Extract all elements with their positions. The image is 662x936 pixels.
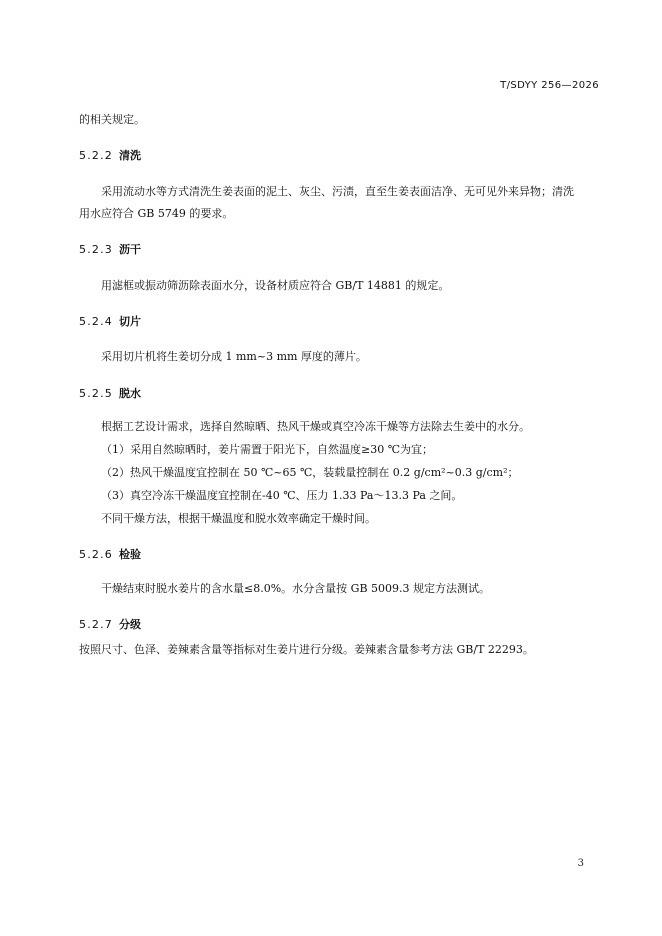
paragraph-line: 根据工艺设计需求，选择自然晾晒、热风干燥或真空冷冻干燥等方法除去生姜中的水分。 <box>101 420 530 433</box>
section-title: 检验 <box>119 548 141 561</box>
paragraph-line: 采用流动水等方式清洗生姜表面的泥土、灰尘、污渍，直至生姜表面洁净、无可见外来异物；清洗 <box>101 185 574 198</box>
section-heading-5-2-4 <box>79 314 141 330</box>
section-heading-5-2-3 <box>79 242 141 258</box>
section-heading-5-2-5 <box>79 386 141 402</box>
paragraph-line: 用滤框或振动筛沥除表面水分，设备材质应符合 GB/T 14881 的规定。 <box>101 279 450 292</box>
paragraph-line: 干燥结束时脱水姜片的含水量≤8.0%。水分含量按 GB 5009.3 规定方法测试。 <box>101 582 491 595</box>
document-code-header: T/SDYY 256—2026 <box>500 80 599 91</box>
section-number: 5.2.2 <box>79 149 113 162</box>
section-number: 5.2.6 <box>79 548 113 561</box>
section-heading-5-2-2 <box>79 148 141 164</box>
section-title: 切片 <box>119 315 141 328</box>
continuation-text: 的相关规定。 <box>79 113 145 126</box>
paragraph-line: 按照尺寸、色泽、姜辣素含量等指标对生姜片进行分级。姜辣素含量参考方法 GB/T 22293。 <box>79 643 534 656</box>
list-item: （1）采用自然晾晒时，姜片需置于阳光下，自然温度≥30 ℃为宜； <box>101 443 434 456</box>
list-item: （2）热风干燥温度宜控制在 50 ℃~65 ℃，装载量控制在 0.2 g/cm²~0.3 g/cm²； <box>101 466 519 479</box>
paragraph-line: 用水应符合 GB 5749 的要求。 <box>79 207 234 220</box>
section-number: 5.2.7 <box>79 618 113 631</box>
section-title: 分级 <box>119 618 141 631</box>
section-number: 5.2.3 <box>79 243 113 256</box>
list-item: （3）真空冷冻干燥温度宜控制在-40 ℃、压力 1.33 Pa～13.3 Pa 之间。 <box>101 489 463 502</box>
section-title: 沥干 <box>119 243 141 256</box>
section-heading-5-2-6 <box>79 547 141 563</box>
paragraph-line: 不同干燥方法，根据干燥温度和脱水效率确定干燥时间。 <box>101 512 376 525</box>
section-number: 5.2.5 <box>79 387 113 400</box>
section-title: 脱水 <box>119 387 141 400</box>
section-number: 5.2.4 <box>79 315 113 328</box>
section-title: 清洗 <box>119 149 141 162</box>
paragraph-line: 采用切片机将生姜切分成 1 mm~3 mm 厚度的薄片。 <box>101 350 367 363</box>
section-heading-5-2-7 <box>79 617 141 633</box>
page-number: 3 <box>577 858 584 869</box>
